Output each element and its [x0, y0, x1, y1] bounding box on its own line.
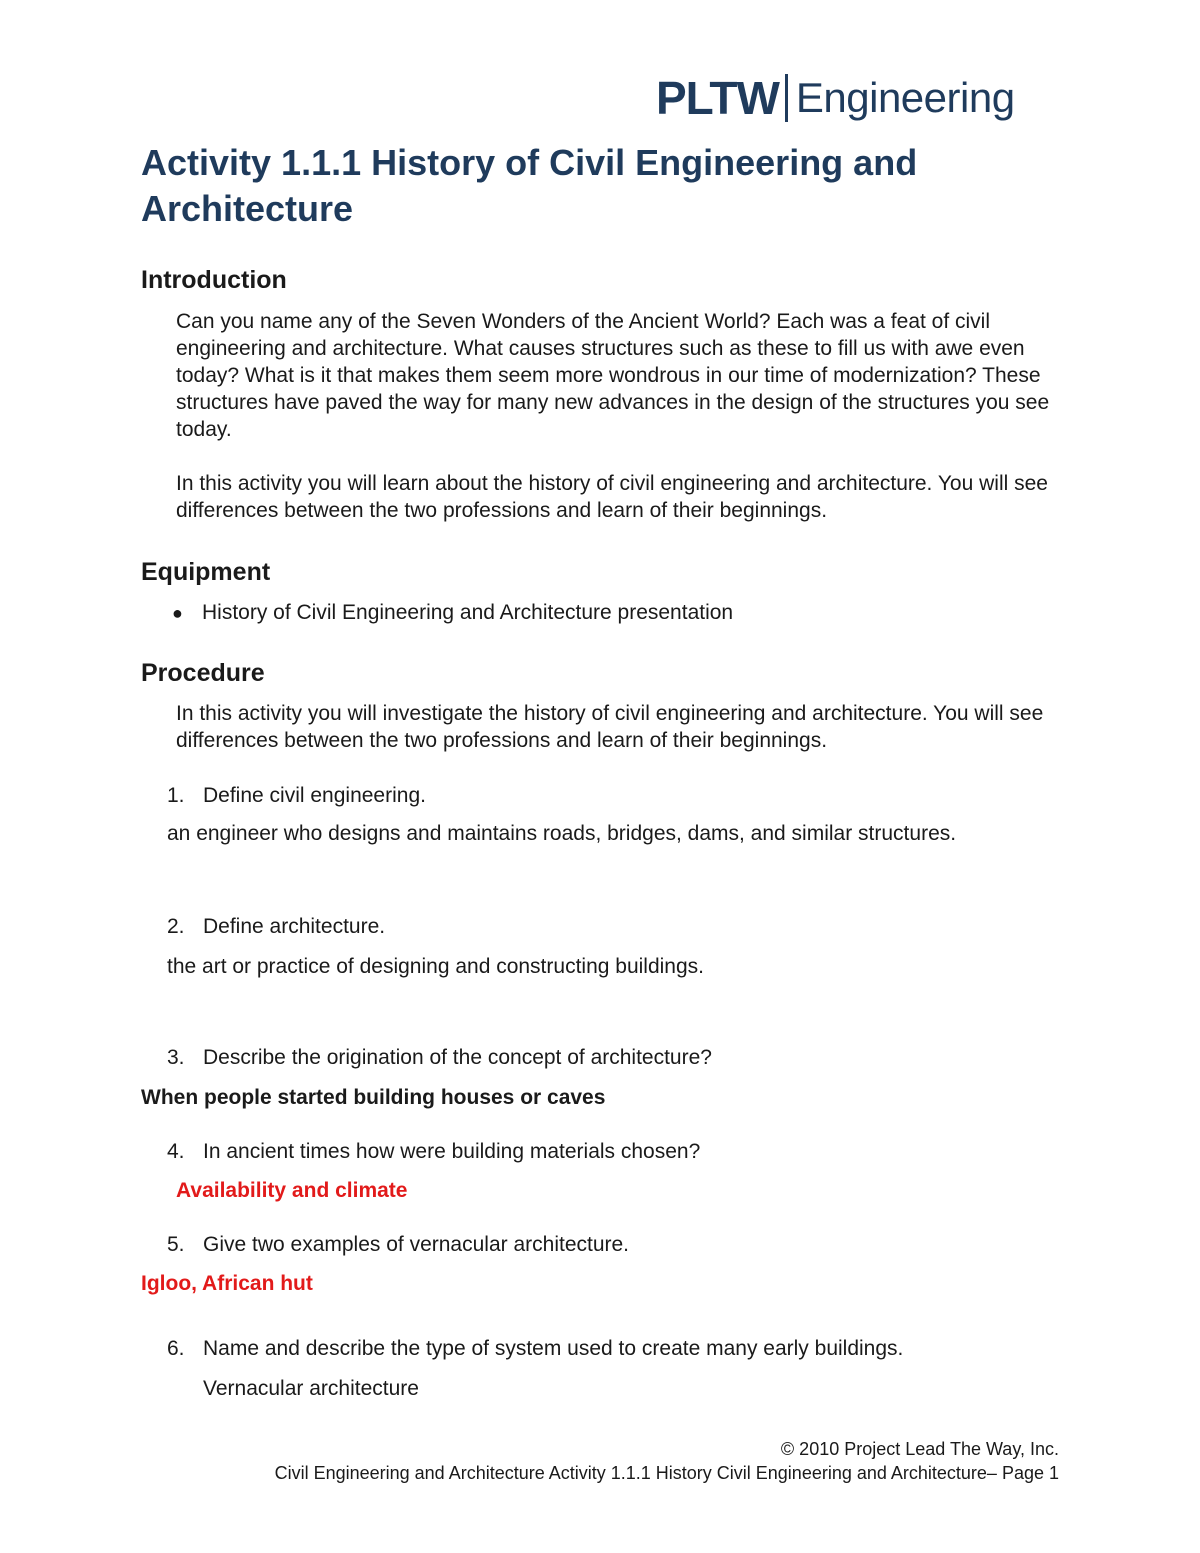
question-4	[167, 1138, 700, 1165]
answer-6: Vernacular architecture	[203, 1377, 419, 1400]
procedure-intro: In this activity you will investigate the history of civil engineering and architecture. You will see differences between the two professions and learn of their beginnings.	[176, 702, 1044, 752]
question-number: 5.	[167, 1233, 185, 1256]
logo-brand: PLTW	[656, 72, 779, 124]
question-text: Name and describe the type of system used to create many early buildings.	[203, 1337, 904, 1360]
equipment-item	[172, 599, 733, 627]
question-text: Define architecture.	[203, 915, 386, 938]
pltw-engineering-logo	[656, 74, 1015, 122]
answer-4: Availability and climate	[176, 1179, 408, 1202]
logo-divider	[785, 74, 788, 122]
page-title: Activity 1.1.1 History of Civil Engineering and Architecture	[141, 142, 918, 229]
heading-equipment: Equipment	[141, 558, 271, 586]
question-number: 2.	[167, 915, 185, 938]
footer-line: Civil Engineering and Architecture Activity 1.1.1 History Civil Engineering and Architecture– Page 1	[274, 1463, 1059, 1483]
question-text: Give two examples of vernacular architecture.	[203, 1233, 630, 1256]
heading-introduction: Introduction	[141, 266, 287, 294]
question-6	[167, 1335, 903, 1362]
question-number: 6.	[167, 1337, 185, 1360]
answer-2: the art or practice of designing and constructing buildings.	[167, 955, 704, 978]
question-number: 3.	[167, 1046, 185, 1069]
question-3	[167, 1044, 712, 1071]
equipment-item-text: History of Civil Engineering and Architecture presentation	[202, 601, 734, 624]
bullet-icon: ●	[172, 603, 183, 623]
answer-3: When people started building houses or caves	[141, 1086, 606, 1109]
question-number: 1.	[167, 784, 185, 807]
intro-paragraph-1: Can you name any of the Seven Wonders of the Ancient World? Each was a feat of civil engineering and architecture. What causes structures such as these to fill us with awe even today? What is it that makes them seem more wondrous in our time of modernization? These structures have paved the way for many new advances in the design of the structures you see today.	[176, 310, 1050, 441]
footer-copyright: © 2010 Project Lead The Way, Inc.	[780, 1439, 1059, 1459]
question-2	[167, 913, 385, 940]
question-number: 4.	[167, 1140, 185, 1163]
answer-1: an engineer who designs and maintains roads, bridges, dams, and similar structures.	[167, 822, 957, 845]
question-text: In ancient times how were building materials chosen?	[203, 1140, 701, 1163]
answer-5: Igloo, African hut	[141, 1272, 313, 1295]
intro-paragraph-2: In this activity you will learn about the history of civil engineering and architecture. You will see differences between the two professions and learn of their beginnings.	[176, 472, 1048, 522]
question-text: Define civil engineering.	[203, 784, 426, 807]
question-text: Describe the origination of the concept of architecture?	[203, 1046, 712, 1069]
question-5	[167, 1231, 629, 1258]
heading-procedure: Procedure	[141, 659, 265, 687]
question-1	[167, 782, 426, 809]
logo-sub: Engineering	[795, 74, 1015, 121]
